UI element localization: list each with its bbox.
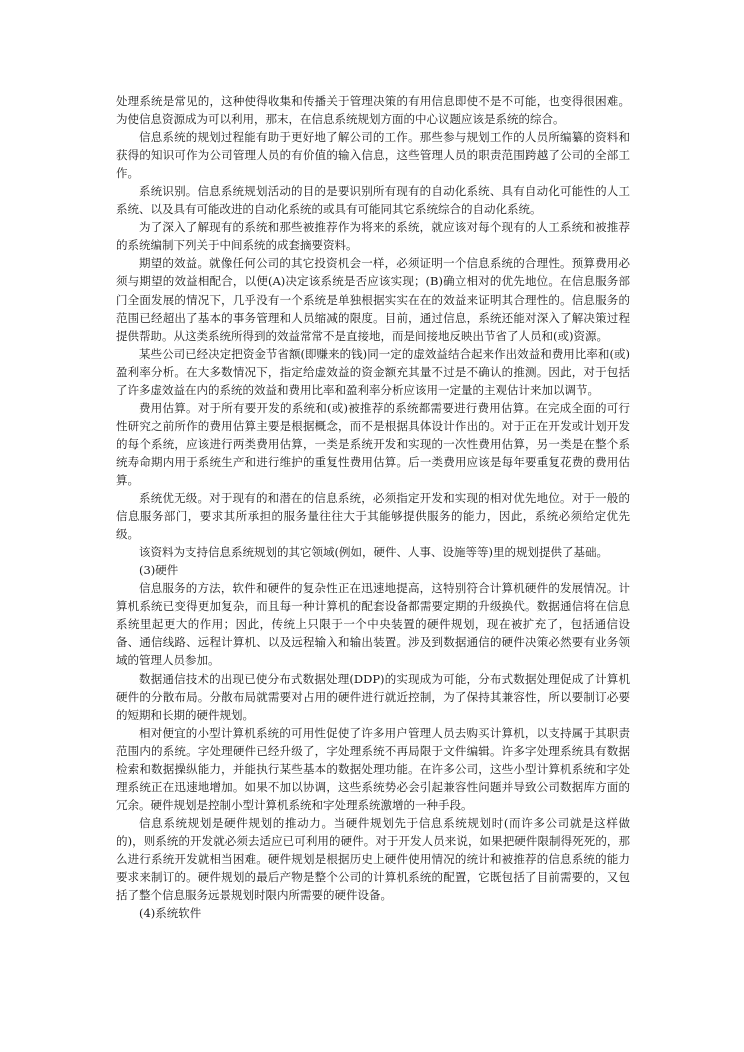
paragraph-summary-data: 为了深入了解现有的系统和那些被推荐作为将来的系统，就应该对每个现有的人工系统和被推荐的系统编制下列关于中间系统的成套摘要资料。: [116, 220, 630, 253]
section-heading-hardware: (3)硬件: [139, 563, 179, 578]
paragraph-distributed-processing: 数据通信技术的出现已使分布式数据处理(DDP)的实现成为可能，分布式数据处理促成了计算机硬件的分散布局。分散布局就需要对占用的硬件进行就近控制，为了保持其兼容性，所以要制订必要的短期和长期的硬件规划。: [116, 671, 630, 722]
paragraph-planning-process: 信息系统的规划过程能有助于更好地了解公司的工作。那些参与规划工作的人员所编纂的资料和获得的知识可作为公司管理人员的有价值的输入信息，这些管理人员的职责范围跨越了公司的全部工作。: [116, 130, 630, 181]
paragraph-benefit-cost-ratio: 某些公司已经决定把资金节省额(即赚来的钱)同一定的虚效益结合起来作出效益和费用比率和(或)盈利率分析。在大多数情况下，指定给虚效益的资金额充其量不过是不确认的推测。因此，对于包括了许多虚效益在内的系统的效益和费用比率和盈利率分析应该用一定量的主观估计来加以调节。: [116, 346, 630, 397]
paragraph-minicomputers: 相对便宜的小型计算机系统的可用性促使了许多用户管理人员去购买计算机，以支持属于其职责范围内的系统。字处理硬件已经升级了，字处理系统不再局限于文件编辑。许多字处理系统具有数据检索和数据操纵能力，并能执行某些基本的数据处理功能。在许多公司，这些小型计算机系统和字处理系统正在迅速地增加。如果不加以协调，这些系统势必会引起兼容性问题并导致公司数据库方面的冗余。硬件规划是控制小型计算机系统和字处理系统激增的一种手段。: [116, 725, 630, 812]
paragraph-planning-basis: 该资料为支持信息系统规划的其它领域(例如，硬件、人事、设施等等)里的规划提供了基础。: [139, 545, 608, 560]
paragraph-hardware-complexity: 信息服务的方法，软件和硬件的复杂性正在迅速地提高，这特别符合计算机硬件的发展情况。计算机系统已变得更加复杂，而且每一种计算机的配套设备都需要定期的升级换代。数据通信将在信息系统里起更大的作用；因此，传统上只限于一个中央装置的硬件规划，现在被扩充了，包括通信设备、通信线路、远程计算机、以及远程输入和输出装置。涉及到数据通信的硬件决策必然要有业务领域的管理人员参加。: [116, 581, 630, 668]
section-heading-system-software: (4)系统软件: [139, 906, 202, 921]
paragraph-cost-estimate: 费用估算。对于所有要开发的系统和(或)被推荐的系统都需要进行费用估算。在完成全面的可行性研究之前所作的费用估算主要是根据概念，而不是根据具体设计作出的。对于正在开发或计划开发的每个系统，应该进行两类费用估算，一类是系统开发和实现的一次性费用估算，另一类是在整个系统寿命期内用于系统生产和进行维护的重复性费用估算。后一类费用应该是每年要重复花费的费用估算。: [116, 400, 630, 487]
paragraph-system-identification: 系统识别。信息系统规划活动的目的是要识别所有现有的自动化系统、具有自动化可能性的人工系统、以及具有可能改进的自动化系统的或具有可能同其它系统综合的自动化系统。: [116, 184, 630, 217]
paragraph-expected-benefits: 期望的效益。就像任何公司的其它投资机会一样，必须证明一个信息系统的合理性。预算费用必须与期望的效益相配合，以便(A)决定该系统是否应该实现；(B)确立相对的优先地位。在信息服务部门全面发展的情况下，几乎没有一个系统是单独根据实实在在的效益来证明其合理性的。信息服务的范围已经超出了基本的事务管理和人员缩减的限度。目前，通过信息，系统还能对深入了解决策过程提供帮助。从这类系统所得到的效益常常不是直接地，而是间接地反映出节省了人员和(或)资源。: [116, 256, 630, 343]
paragraph-continuation: 处理系统是常见的，这种使得收集和传播关于管理决策的有用信息即使不是不可能，也变得很困难。为使信息资源成为可以利用，那末，在信息系统规划方面的中心议题应该是系统的综合。: [116, 94, 630, 127]
document-page: [116, 92, 630, 922]
paragraph-system-priority: 系统优无级。对于现有的和潜在的信息系统，必须指定开发和实现的相对优先地位。对于一般的信息服务部门，要求其所承担的服务量往往大于其能够提供服务的能力，因此，系统必须给定优先级。: [116, 491, 630, 542]
paragraph-hardware-planning-driver: 信息系统规划是硬件规划的推动力。当硬件规划先于信息系统规划时(而许多公司就是这样做的)，则系统的开发就必须去适应已可利用的硬件。对于开发人员来说，如果把硬件限制得死死的，那么进行系统开发就相当困难。硬件规划是根据历史上硬件使用情况的统计和被推荐的信息系统的能力要求来制订的。硬件规划的最后产物是整个公司的计算机系统的配置，它既包括了目前需要的，又包括了整个信息服务远景规划时限内所需要的硬件设备。: [116, 815, 630, 903]
